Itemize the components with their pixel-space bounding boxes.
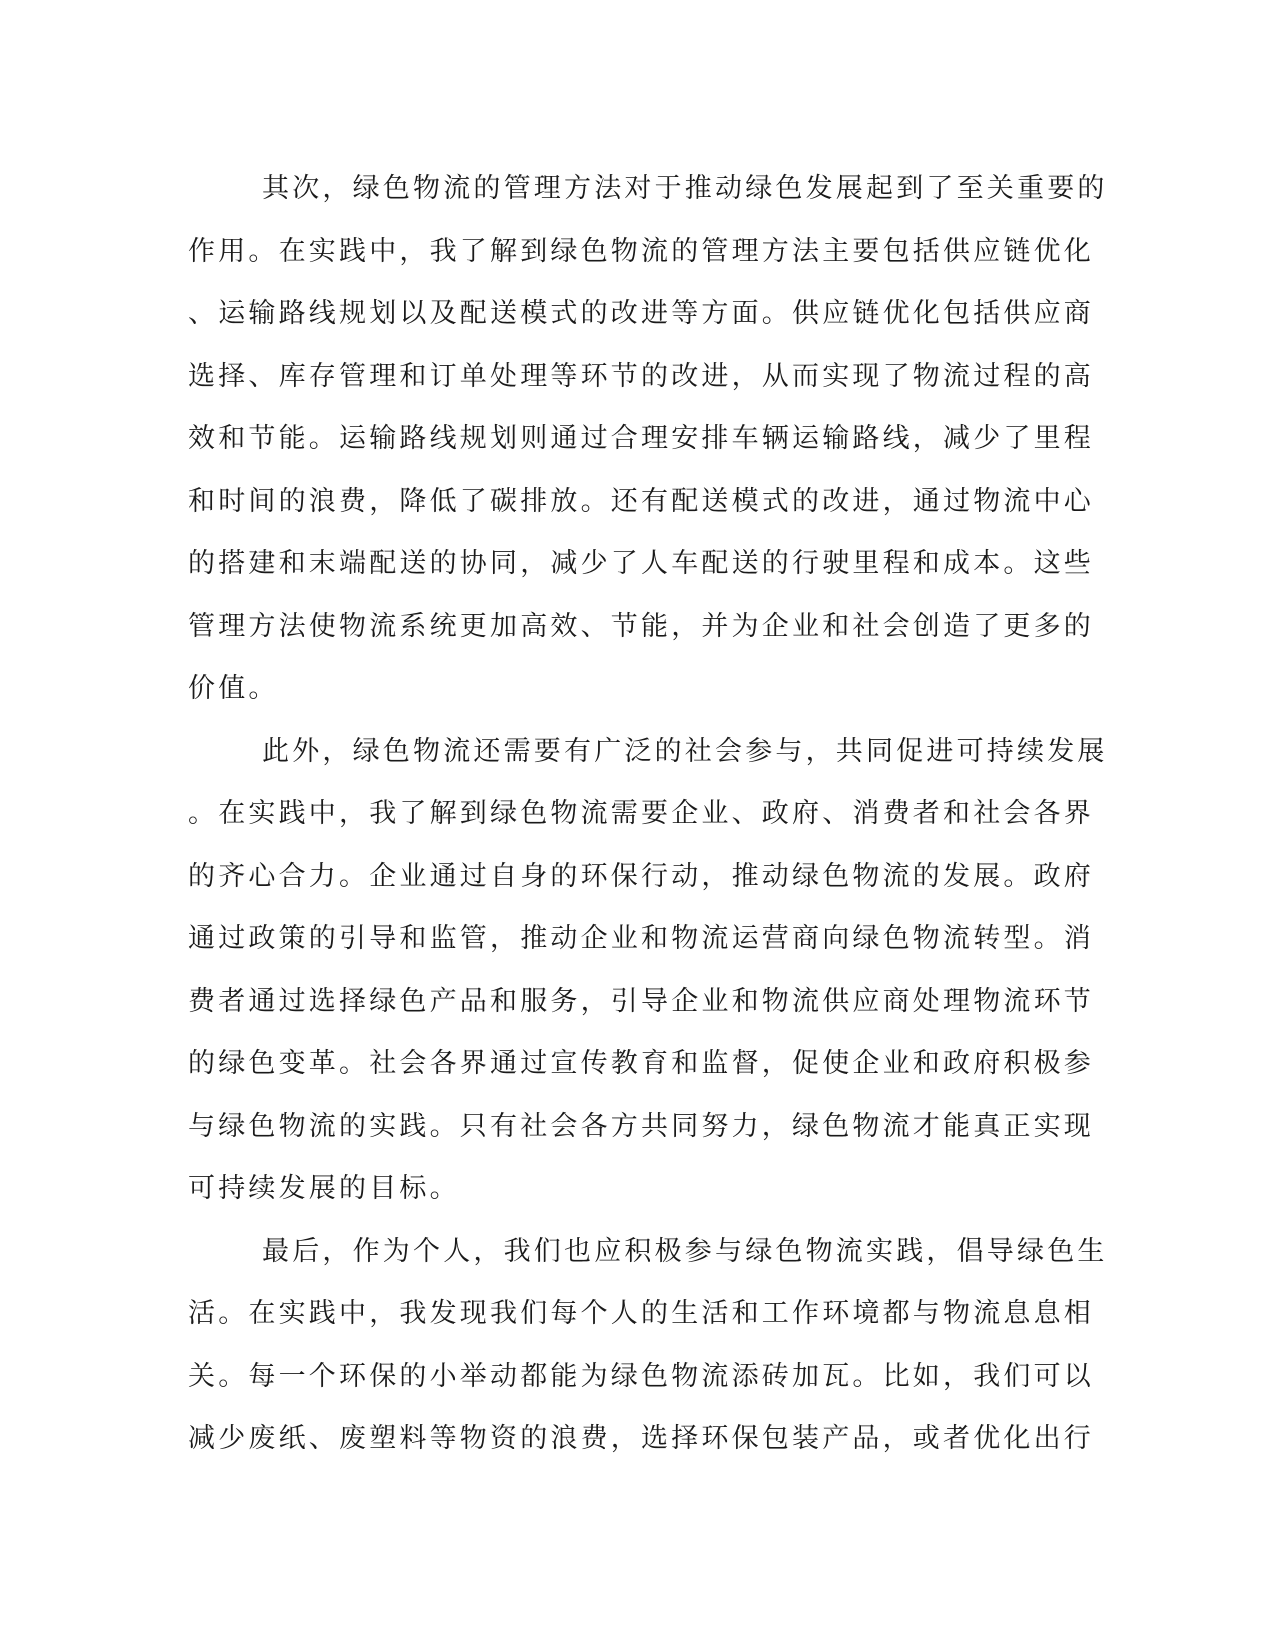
paragraph-2-line-1: 此外，绿色物流还需要有广泛的社会参与，共同促进可持续发展	[262, 735, 1108, 767]
paragraph-3-line-2: 活。在实践中，我发现我们每个人的生活和工作环境都与物流息息相	[188, 1298, 1094, 1329]
paragraph-2-line-6: 的绿色变革。社会各界通过宣传教育和监督，促使企业和政府积极参	[188, 1048, 1094, 1079]
paragraph-1-line-8: 管理方法使物流系统更加高效、节能，并为企业和社会创造了更多的	[188, 610, 1094, 642]
paragraph-1-line-4: 选择、库存管理和订单处理等环节的改进，从而实现了物流过程的高	[188, 360, 1094, 392]
paragraph-2-line-5: 费者通过选择绿色产品和服务，引导企业和物流供应商处理物流环节	[188, 985, 1094, 1017]
paragraph-1-line-7: 的搭建和末端配送的协同，减少了人车配送的行驶里程和成本。这些	[188, 548, 1094, 579]
paragraph-2-line-3: 的齐心合力。企业通过自身的环保行动，推动绿色物流的发展。政府	[188, 860, 1094, 892]
paragraph-2-line-7: 与绿色物流的实践。只有社会各方共同努力，绿色物流才能真正实现	[188, 1110, 1094, 1142]
paragraph-2-line-2: 。在实践中，我了解到绿色物流需要企业、政府、消费者和社会各界	[188, 798, 1094, 829]
paragraph-2-line-4: 通过政策的引导和监管，推动企业和物流运营商向绿色物流转型。消	[188, 923, 1094, 954]
paragraph-3-line-1: 最后，作为个人，我们也应积极参与绿色物流实践，倡导绿色生	[262, 1235, 1108, 1267]
paragraph-1-line-1: 其次，绿色物流的管理方法对于推动绿色发展起到了至关重要的	[262, 173, 1108, 204]
paragraph-1-line-2: 作用。在实践中，我了解到绿色物流的管理方法主要包括供应链优化	[188, 235, 1094, 267]
paragraph-1-line-9: 价值。	[188, 673, 279, 704]
paragraph-1-line-3: 、运输路线规划以及配送模式的改进等方面。供应链优化包括供应商	[188, 298, 1094, 329]
paragraph-3-line-4: 减少废纸、废塑料等物资的浪费，选择环保包装产品，或者优化出行	[188, 1423, 1094, 1454]
paragraph-3-line-3: 关。每一个环保的小举动都能为绿色物流添砖加瓦。比如，我们可以	[188, 1360, 1094, 1392]
paragraph-1-line-5: 效和节能。运输路线规划则通过合理安排车辆运输路线，减少了里程	[188, 423, 1094, 454]
paragraph-2-line-8: 可持续发展的目标。	[188, 1173, 460, 1204]
document-body	[188, 158, 1108, 1471]
paragraph-1-line-6: 和时间的浪费，降低了碳排放。还有配送模式的改进，通过物流中心	[188, 485, 1094, 517]
